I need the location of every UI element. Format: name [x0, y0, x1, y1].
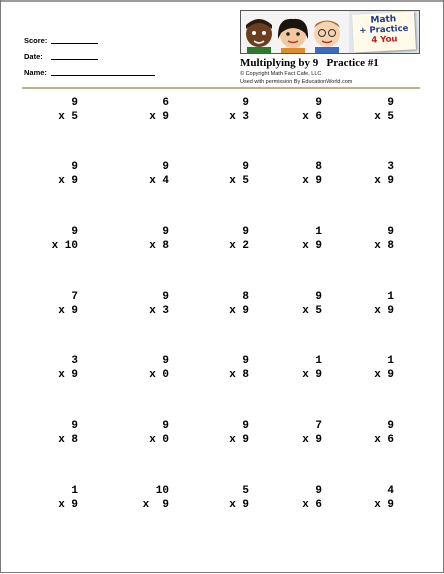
problem-r1-c5 [350, 96, 394, 124]
problem-top-number: 1 [315, 355, 322, 367]
problem-multiplier: x 2 [229, 240, 249, 252]
problem-r6-c4 [278, 419, 322, 447]
logo-line-2: + Practice [359, 23, 409, 37]
problem-r4-c1 [34, 290, 78, 318]
problem-top-number: 9 [387, 97, 394, 109]
problem-multiplier: x 0 [149, 434, 169, 446]
score-line [51, 43, 98, 44]
problem-multiplier: x 9 [229, 305, 249, 317]
problem-multiplier: x 9 [142, 499, 169, 511]
kids-illustration [241, 11, 349, 53]
problem-multiplier: x 9 [149, 111, 169, 123]
worksheet-title: Multiplying by 9 Practice #1 [240, 57, 379, 69]
problem-top-number: 9 [315, 97, 322, 109]
problem-multiplier: x 5 [302, 305, 322, 317]
problem-multiplier: x 5 [229, 175, 249, 187]
problem-top-number: 8 [315, 161, 322, 173]
problem-multiplier: x 4 [149, 175, 169, 187]
problem-multiplier: x 9 [374, 499, 394, 511]
problem-top-number: 1 [315, 226, 322, 238]
score-label: Score: [24, 36, 48, 45]
problem-r5-c1 [34, 354, 78, 382]
problem-top-number: 9 [242, 355, 249, 367]
problem-r6-c3 [205, 419, 249, 447]
problem-r2-c3 [205, 160, 249, 188]
problem-r7-c5 [350, 484, 394, 512]
problem-r4-c4 [278, 290, 322, 318]
name-label: Name: [24, 68, 47, 77]
problem-r1-c4 [278, 96, 322, 124]
problem-r2-c1 [34, 160, 78, 188]
problem-multiplier: x 5 [58, 111, 78, 123]
problem-top-number: 1 [387, 291, 394, 303]
problem-r7-c4 [278, 484, 322, 512]
copyright-text: © Copyright Math Fact Cafe, LLC [240, 71, 322, 77]
problem-multiplier: x 5 [374, 111, 394, 123]
problem-multiplier: x 8 [229, 369, 249, 381]
problem-r3-c3 [205, 225, 249, 253]
problem-top-number: 7 [315, 420, 322, 432]
problem-top-number: 9 [387, 226, 394, 238]
problem-r3-c4 [278, 225, 322, 253]
problem-top-number: 1 [387, 355, 394, 367]
kids-icon [241, 11, 349, 53]
problem-r2-c5 [350, 160, 394, 188]
problem-r6-c5 [350, 419, 394, 447]
problem-r3-c2 [125, 225, 169, 253]
problem-r6-c2 [125, 419, 169, 447]
date-line [51, 59, 98, 60]
problem-r5-c4 [278, 354, 322, 382]
header-divider [22, 87, 420, 89]
problem-top-number: 9 [315, 485, 322, 497]
problem-multiplier: x 6 [374, 434, 394, 446]
problem-multiplier: x 3 [229, 111, 249, 123]
header-banner [240, 10, 420, 54]
problem-r1-c2 [125, 96, 169, 124]
problem-top-number: 9 [242, 226, 249, 238]
problem-top-number: 9 [162, 291, 169, 303]
problem-r2-c4 [278, 160, 322, 188]
date-field[interactable] [24, 52, 43, 61]
problem-multiplier: x 9 [374, 175, 394, 187]
problem-multiplier: x 8 [58, 434, 78, 446]
math-practice-logo [349, 11, 419, 53]
problem-top-number: 10 [155, 485, 169, 497]
problem-top-number: 9 [242, 420, 249, 432]
problem-multiplier: x 9 [58, 369, 78, 381]
logo-line-3: 4 You [371, 34, 398, 46]
problem-top-number: 6 [162, 97, 169, 109]
score-field[interactable] [24, 36, 47, 45]
problem-r7-c2 [125, 484, 169, 512]
logo-line-1: Math [370, 14, 397, 26]
problem-r4-c2 [125, 290, 169, 318]
problem-top-number: 3 [387, 161, 394, 173]
problem-top-number: 9 [387, 420, 394, 432]
problem-top-number: 9 [71, 226, 78, 238]
problem-r4-c5 [350, 290, 394, 318]
name-line [51, 75, 155, 76]
problem-top-number: 9 [315, 291, 322, 303]
problem-top-number: 5 [242, 485, 249, 497]
problem-top-number: 9 [71, 97, 78, 109]
problem-top-number: 9 [162, 226, 169, 238]
problem-top-number: 9 [162, 161, 169, 173]
problem-multiplier: x 9 [302, 175, 322, 187]
problem-r5-c2 [125, 354, 169, 382]
problem-multiplier: x 9 [374, 369, 394, 381]
problem-multiplier: x 6 [302, 111, 322, 123]
problem-top-number: 8 [242, 291, 249, 303]
problem-multiplier: x 8 [374, 240, 394, 252]
problem-top-number: 9 [71, 161, 78, 173]
problem-top-number: 3 [71, 355, 78, 367]
problem-multiplier: x 6 [302, 499, 322, 511]
problem-multiplier: x 8 [149, 240, 169, 252]
problem-r3-c5 [350, 225, 394, 253]
problem-top-number: 9 [71, 420, 78, 432]
problem-multiplier: x 0 [149, 369, 169, 381]
problem-r1-c1 [34, 96, 78, 124]
problem-top-number: 9 [242, 97, 249, 109]
problem-r3-c1 [34, 225, 78, 253]
problem-multiplier: x 10 [51, 240, 78, 252]
problem-r4-c3 [205, 290, 249, 318]
logo-card [352, 11, 416, 52]
problem-multiplier: x 9 [302, 434, 322, 446]
problem-multiplier: x 9 [229, 434, 249, 446]
problem-top-number: 9 [162, 420, 169, 432]
problem-r5-c5 [350, 354, 394, 382]
problem-multiplier: x 9 [58, 305, 78, 317]
problem-multiplier: x 9 [58, 499, 78, 511]
problem-top-number: 9 [242, 161, 249, 173]
problem-multiplier: x 9 [58, 175, 78, 187]
permission-text: Used with permission By EducationWorld.com [240, 79, 353, 85]
problem-top-number: 1 [71, 485, 78, 497]
problem-multiplier: x 9 [374, 305, 394, 317]
problem-top-number: 9 [162, 355, 169, 367]
problem-r7-c1 [34, 484, 78, 512]
problem-top-number: 7 [71, 291, 78, 303]
problem-multiplier: x 9 [229, 499, 249, 511]
problem-multiplier: x 3 [149, 305, 169, 317]
problem-r6-c1 [34, 419, 78, 447]
problem-r1-c3 [205, 96, 249, 124]
date-label: Date: [24, 52, 43, 61]
problem-r2-c2 [125, 160, 169, 188]
problem-r5-c3 [205, 354, 249, 382]
problem-multiplier: x 9 [302, 369, 322, 381]
name-field[interactable] [24, 68, 47, 77]
problem-r7-c3 [205, 484, 249, 512]
problem-top-number: 4 [387, 485, 394, 497]
problem-multiplier: x 9 [302, 240, 322, 252]
